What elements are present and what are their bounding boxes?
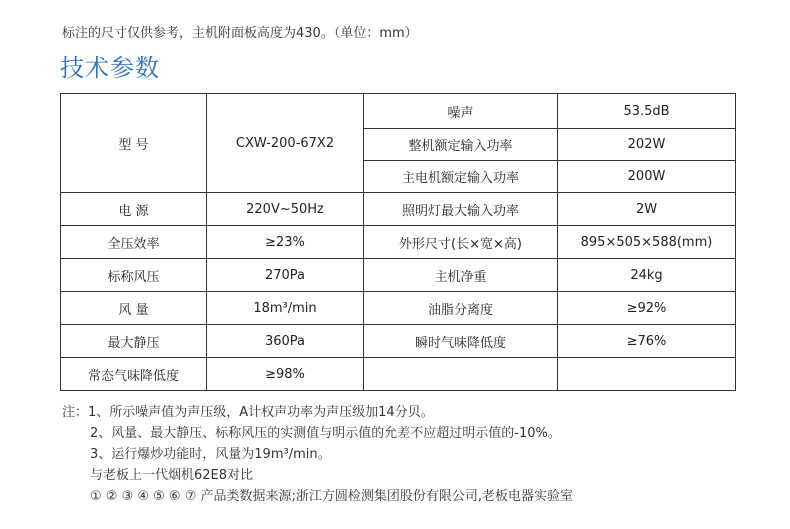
model-value: CXW-200-67X2 bbox=[207, 94, 364, 193]
spec-value: 200W bbox=[558, 161, 736, 193]
table-row bbox=[61, 325, 736, 358]
spec-value: 202W bbox=[558, 129, 736, 161]
table-row bbox=[61, 358, 736, 391]
spec-label: 瞬时气味降低度 bbox=[364, 325, 558, 358]
dimension-note: 标注的尺寸仅供参考，主机附面板高度为430。（单位：mm） bbox=[62, 26, 418, 41]
spec-value: 895×505×588(mm) bbox=[558, 226, 736, 259]
spec-label: 噪声 bbox=[364, 94, 558, 129]
spec-value: ≥23% bbox=[207, 226, 364, 259]
table-row bbox=[61, 292, 736, 325]
spec-label: 电 源 bbox=[61, 193, 207, 226]
spec-value: 53.5dB bbox=[558, 94, 736, 129]
spec-value: 2W bbox=[558, 193, 736, 226]
spec-label: 整机额定输入功率 bbox=[364, 129, 558, 161]
spec-value: ≥98% bbox=[207, 358, 364, 391]
data-source-note: ① ② ③ ④ ⑤ ⑥ ⑦ 产品类数据来源;浙江方圆检测集团股份有限公司,老板电器实验室 bbox=[90, 489, 574, 504]
spec-label: 照明灯最大输入功率 bbox=[364, 193, 558, 226]
spec-value: ≥92% bbox=[558, 292, 736, 325]
table-row bbox=[61, 193, 736, 226]
spec-value: 220V~50Hz bbox=[207, 193, 364, 226]
table-row bbox=[61, 226, 736, 259]
spec-label: 油脂分离度 bbox=[364, 292, 558, 325]
spec-value bbox=[558, 358, 736, 391]
spec-label: 主机净重 bbox=[364, 259, 558, 292]
spec-label: 标称风压 bbox=[61, 259, 207, 292]
footnotes bbox=[62, 402, 573, 507]
spec-label: 全压效率 bbox=[61, 226, 207, 259]
table-row bbox=[61, 259, 736, 292]
spec-label: 主电机额定输入功率 bbox=[364, 161, 558, 193]
footnote-1: 注：1、所示噪声值为声压级，A计权声功率为声压级加14分贝。 bbox=[62, 405, 434, 420]
spec-value: 360Pa bbox=[207, 325, 364, 358]
comparison-note: 与老板上一代烟机62E8对比 bbox=[90, 468, 254, 483]
footnote-2: 2、风量、最大静压、标称风压的实测值与明示值的允差不应超过明示值的-10%。 bbox=[90, 426, 561, 441]
spec-label: 最大静压 bbox=[61, 325, 207, 358]
spec-label: 风 量 bbox=[61, 292, 207, 325]
spec-label: 常态气味降低度 bbox=[61, 358, 207, 391]
spec-label: 外形尺寸(长×宽×高) bbox=[364, 226, 558, 259]
spec-value: 270Pa bbox=[207, 259, 364, 292]
spec-label bbox=[364, 358, 558, 391]
spec-table bbox=[60, 93, 736, 391]
table-row bbox=[61, 94, 736, 129]
section-heading: 技术参数 bbox=[60, 54, 160, 82]
spec-value: ≥76% bbox=[558, 325, 736, 358]
footnote-3: 3、运行爆炒功能时，风量为19m³/min。 bbox=[90, 447, 331, 462]
spec-value: 24kg bbox=[558, 259, 736, 292]
spec-value: 18m³/min bbox=[207, 292, 364, 325]
model-label: 型 号 bbox=[61, 94, 207, 193]
